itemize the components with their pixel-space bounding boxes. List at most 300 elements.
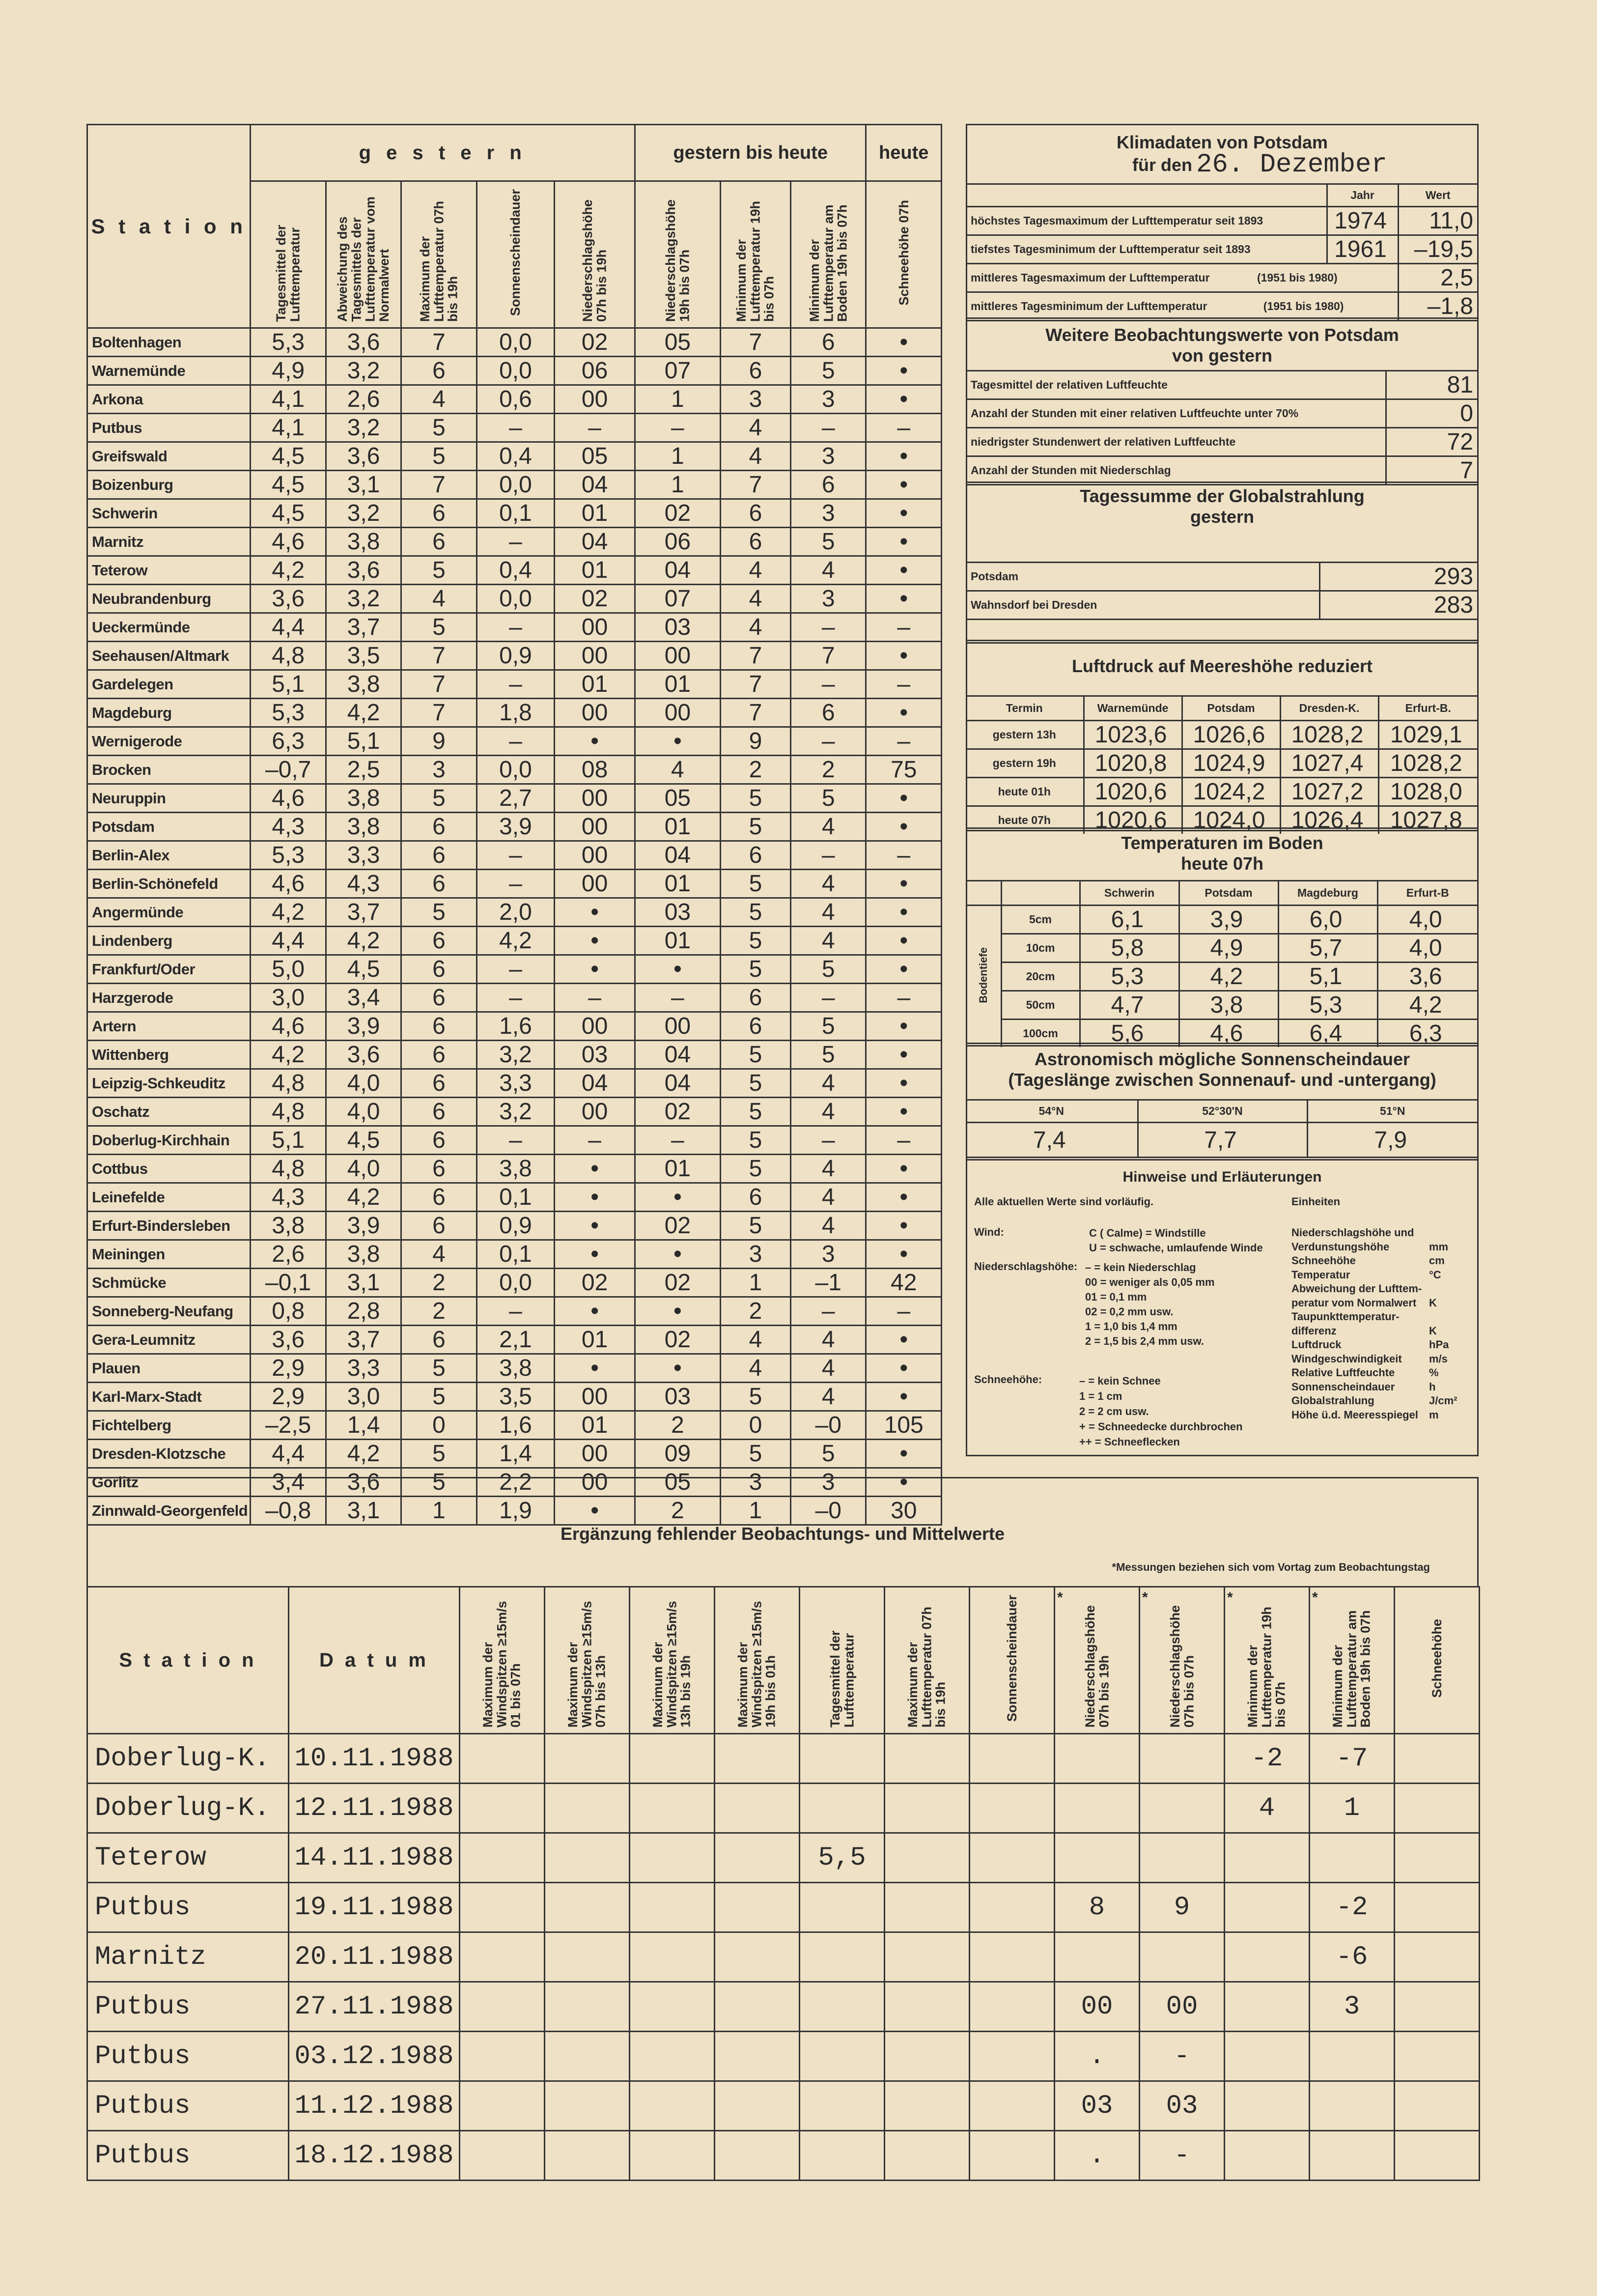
- table-cell: 9: [1140, 1883, 1225, 1932]
- weitere-value: 0: [1386, 399, 1477, 428]
- station-name: Putbus: [87, 1982, 289, 2032]
- table-cell: •: [866, 1440, 942, 1468]
- sonnenscheindauer-panel: [966, 1043, 1479, 1161]
- table-cell: 2,5: [326, 756, 401, 784]
- station-name: Doberlug-K.: [87, 1734, 289, 1784]
- station-name: Marnitz: [87, 1932, 289, 1982]
- table-cell: 6: [720, 1012, 790, 1041]
- table-cell: –: [555, 984, 635, 1012]
- station-name: Schmücke: [87, 1269, 251, 1297]
- klima-row-jahr: 1974: [1327, 207, 1398, 235]
- table-cell: 01: [555, 499, 635, 528]
- depth-label: 5cm: [1001, 906, 1080, 934]
- table-row: [87, 1982, 1480, 2032]
- table-row: [966, 963, 1477, 991]
- table-row: [87, 841, 942, 870]
- table-cell: 3: [791, 442, 866, 471]
- unit-symbol: mm: [1429, 1240, 1449, 1253]
- table-row: [87, 414, 942, 442]
- table-cell: •: [866, 357, 942, 385]
- table-cell: [1310, 2131, 1395, 2181]
- table-cell: 6,3: [251, 727, 326, 756]
- table-cell: 06: [635, 528, 720, 556]
- unit-quantity: Abweichung der Lufttem-: [1291, 1282, 1422, 1295]
- table-cell: 0,4: [476, 442, 555, 471]
- table-row: [87, 556, 942, 585]
- table-cell: •: [635, 955, 720, 984]
- table-cell: [1395, 1734, 1480, 1784]
- station-name: Magdeburg: [87, 699, 251, 727]
- unit-symbol: m: [1429, 1408, 1439, 1421]
- table-cell: 5: [720, 955, 790, 984]
- table-cell: 5: [720, 1212, 790, 1240]
- global-value: 283: [1319, 591, 1477, 620]
- table-cell: 6: [401, 1212, 476, 1240]
- table-cell: 4,2: [326, 1183, 401, 1212]
- weitere-value: 72: [1386, 428, 1477, 456]
- station-name: Putbus: [87, 2032, 289, 2081]
- table-cell: 6: [791, 699, 866, 727]
- column-header-text: Schneehöhe: [1429, 1619, 1444, 1698]
- table-cell: •: [866, 1012, 942, 1041]
- table-row: [87, 471, 942, 499]
- table-cell: –: [635, 1126, 720, 1155]
- table-cell: 4: [720, 442, 790, 471]
- table-cell: 2: [635, 1411, 720, 1440]
- table-cell: 5: [791, 1041, 866, 1069]
- table-cell: 6: [401, 1069, 476, 1098]
- unit-line: [1291, 1352, 1473, 1366]
- table-cell: 5: [720, 1155, 790, 1183]
- luftdruck-value: 1028,2: [1378, 749, 1477, 778]
- table-cell: 3,8: [251, 1212, 326, 1240]
- column-header: [401, 181, 476, 328]
- table-cell: •: [866, 556, 942, 585]
- luftdruck-value: 1026,4: [1280, 806, 1378, 834]
- table-cell: 1: [401, 1497, 476, 1525]
- hinweise-intro: Alle aktuellen Werte sind vorläufig.: [974, 1195, 1154, 1208]
- column-header: [1395, 1587, 1480, 1734]
- station-name: Gardelegen: [87, 670, 251, 699]
- ergaenzung-datum-header: D a t u m: [289, 1587, 460, 1734]
- unit-symbol: %: [1429, 1366, 1439, 1379]
- bodentemperatur-panel: [966, 827, 1479, 1047]
- table-cell: 01: [635, 813, 720, 841]
- group-header-gestern-bis-heute: gestern bis heute: [635, 125, 866, 181]
- nied-list: [1085, 1260, 1215, 1349]
- weitere-value: 7: [1386, 456, 1477, 484]
- luftdruck-value: 1020,6: [1084, 778, 1182, 806]
- col-jahr: Jahr: [1327, 184, 1398, 207]
- unit-quantity: Verdunstungshöhe: [1291, 1240, 1390, 1253]
- table-row: [87, 385, 942, 414]
- table-cell: 03: [635, 613, 720, 642]
- table-row: [87, 1833, 1480, 1883]
- table-cell: 02: [555, 328, 635, 357]
- table-cell: 3,2: [326, 585, 401, 613]
- table-cell: –: [476, 841, 555, 870]
- table-cell: [630, 2081, 715, 2131]
- station-name: Leinefelde: [87, 1183, 251, 1212]
- table-cell: 4,8: [251, 1098, 326, 1126]
- table-cell: 42: [866, 1269, 942, 1297]
- table-cell: –: [555, 414, 635, 442]
- table-cell: 6: [401, 1098, 476, 1126]
- table-cell: 1: [1310, 1784, 1395, 1833]
- luftdruck-head-station: Warnemünde: [1084, 696, 1182, 721]
- table-cell: –: [866, 670, 942, 699]
- table-cell: 6: [401, 499, 476, 528]
- hinweise-schnee-label: Schneehöhe:: [974, 1373, 1042, 1386]
- station-name: Oschatz: [87, 1098, 251, 1126]
- table-cell: –: [791, 1126, 866, 1155]
- table-cell: 04: [635, 1069, 720, 1098]
- table-cell: 1: [635, 471, 720, 499]
- table-cell: [1395, 1833, 1480, 1883]
- table-cell: 5,1: [251, 670, 326, 699]
- hinweise-nied-label: Niederschlagshöhe:: [974, 1260, 1078, 1273]
- unit-line: [1291, 1366, 1473, 1380]
- boden-value: 3,9: [1179, 906, 1278, 934]
- table-row: [87, 756, 942, 784]
- astro-value: 7,9: [1307, 1123, 1477, 1157]
- column-header: [1140, 1587, 1225, 1734]
- table-cell: [1310, 2081, 1395, 2131]
- table-cell: 0,0: [476, 585, 555, 613]
- station-name: Putbus: [87, 2131, 289, 2181]
- table-cell: [970, 1734, 1055, 1784]
- table-cell: [885, 1833, 970, 1883]
- weitere-panel: [966, 317, 1479, 485]
- station-name: Boltenhagen: [87, 328, 251, 357]
- table-cell: 00: [635, 1012, 720, 1041]
- termin-label: heute 01h: [966, 778, 1084, 806]
- units-list: [1291, 1226, 1473, 1422]
- legend-line: 1 = 1,0 bis 1,4 mm: [1085, 1320, 1177, 1332]
- table-cell: 2: [720, 1297, 790, 1326]
- ergaenzung-note: *Messungen beziehen sich vom Vortag zum Beobachtungstag: [1112, 1561, 1430, 1573]
- table-cell: 00: [555, 699, 635, 727]
- table-cell: 3,5: [326, 642, 401, 670]
- weitere-table: [966, 370, 1477, 484]
- boden-value: 4,9: [1179, 934, 1278, 963]
- table-cell: .: [1055, 2032, 1140, 2081]
- klima-row-label-text: mittleres Tagesmaximum der Lufttemperatur: [971, 271, 1210, 284]
- unit-line: [1291, 1324, 1473, 1338]
- column-header-text: Tagesmittel der Lufttemperatur: [274, 224, 303, 322]
- table-cell: 7: [720, 328, 790, 357]
- table-cell: 3,3: [326, 1354, 401, 1383]
- table-cell: 03: [635, 1383, 720, 1411]
- boden-value: 4,2: [1377, 991, 1477, 1020]
- station-name: Erfurt-Bindersleben: [87, 1212, 251, 1240]
- termin-label: heute 07h: [966, 806, 1084, 834]
- table-cell: 4: [791, 1212, 866, 1240]
- table-row: [87, 727, 942, 756]
- table-cell: 2,6: [326, 385, 401, 414]
- table-cell: 4: [791, 927, 866, 955]
- table-cell: 06: [555, 357, 635, 385]
- table-cell: •: [635, 1354, 720, 1383]
- unit-quantity: Relative Luftfeuchte: [1291, 1366, 1395, 1379]
- table-cell: [630, 1883, 715, 1932]
- table-cell: 01: [555, 1411, 635, 1440]
- table-cell: 3: [720, 1468, 790, 1497]
- asterisk-mark: *: [1057, 1589, 1063, 1606]
- table-cell: 7: [720, 642, 790, 670]
- column-header: [555, 181, 635, 328]
- station-name: Angermünde: [87, 898, 251, 927]
- boden-value: 6,4: [1278, 1020, 1377, 1048]
- table-cell: 6: [720, 357, 790, 385]
- station-name: Ueckermünde: [87, 613, 251, 642]
- table-cell: 3,6: [326, 442, 401, 471]
- table-cell: –: [635, 984, 720, 1012]
- luftdruck-head-station: Erfurt-B.: [1378, 696, 1477, 721]
- ergaenzung-station-header: S t a t i o n: [87, 1587, 289, 1734]
- table-cell: 0,0: [476, 471, 555, 499]
- klimadaten-title: Klimadaten von Potsdam: [1116, 132, 1328, 152]
- date-cell: 27.11.1988: [289, 1982, 460, 2032]
- klima-row-label-text: mittleres Tagesminimum der Lufttemperatur: [971, 300, 1207, 312]
- table-cell: 2,9: [251, 1383, 326, 1411]
- table-cell: 3,6: [326, 328, 401, 357]
- table-cell: 4: [635, 756, 720, 784]
- boden-value: 5,8: [1080, 934, 1179, 963]
- luftdruck-value: 1026,6: [1182, 721, 1280, 749]
- table-cell: [545, 2081, 630, 2131]
- table-cell: 5,1: [326, 727, 401, 756]
- table-cell: 5,3: [251, 841, 326, 870]
- weitere-label: Anzahl der Stunden mit einer relativen Luftfeuchte unter 70%: [966, 399, 1386, 428]
- table-cell: 00: [1055, 1982, 1140, 2032]
- table-cell: –: [476, 984, 555, 1012]
- table-cell: 1,6: [476, 1012, 555, 1041]
- table-row: [966, 721, 1477, 749]
- table-cell: 9: [401, 727, 476, 756]
- station-name: Görlitz: [87, 1468, 251, 1497]
- table-cell: [1140, 1833, 1225, 1883]
- table-cell: [715, 1982, 800, 2032]
- table-cell: [800, 1784, 885, 1833]
- table-cell: [545, 1784, 630, 1833]
- table-cell: [545, 2032, 630, 2081]
- astro-head-lat: 52°30'N: [1138, 1100, 1307, 1123]
- klima-row-label: tiefstes Tagesminimum der Lufttemperatur seit 1893: [966, 235, 1327, 264]
- table-cell: [715, 1932, 800, 1982]
- table-cell: 3,0: [326, 1383, 401, 1411]
- table-cell: 3,8: [326, 528, 401, 556]
- unit-symbol: K: [1429, 1324, 1437, 1337]
- table-cell: 00: [1140, 1982, 1225, 2032]
- luftdruck-value: 1027,8: [1378, 806, 1477, 834]
- unit-quantity: peratur vom Normalwert: [1291, 1296, 1417, 1309]
- table-cell: •: [866, 1041, 942, 1069]
- station-name: Wernigerode: [87, 727, 251, 756]
- table-cell: [800, 2081, 885, 2131]
- luftdruck-value: 1027,2: [1280, 778, 1378, 806]
- table-cell: [545, 2131, 630, 2181]
- luftdruck-value: 1020,8: [1084, 749, 1182, 778]
- column-header-text: Minimum der Lufttemperatur 19h bis 07h: [1245, 1606, 1289, 1728]
- table-cell: 00: [555, 784, 635, 813]
- klima-row-period: (1951 bis 1980): [1257, 271, 1338, 284]
- table-cell: 0,1: [476, 1240, 555, 1269]
- table-cell: 08: [555, 756, 635, 784]
- table-cell: [630, 1833, 715, 1883]
- table-cell: [800, 2131, 885, 2181]
- table-cell: 03: [635, 898, 720, 927]
- table-cell: 05: [635, 1468, 720, 1497]
- table-cell: 3,6: [251, 1326, 326, 1354]
- table-cell: •: [866, 499, 942, 528]
- asterisk-mark: *: [1227, 1589, 1233, 1606]
- table-cell: 2,2: [476, 1468, 555, 1497]
- table-cell: 0,0: [476, 1269, 555, 1297]
- table-cell: 3,8: [326, 813, 401, 841]
- column-header: [460, 1587, 545, 1734]
- table-row: [87, 1932, 1480, 1982]
- table-cell: [1140, 1932, 1225, 1982]
- table-cell: 3,6: [326, 1041, 401, 1069]
- station-name: Putbus: [87, 1883, 289, 1932]
- luftdruck-value: 1024,9: [1182, 749, 1280, 778]
- table-cell: 3,2: [326, 414, 401, 442]
- unit-symbol: °C: [1429, 1268, 1441, 1281]
- table-cell: –0,1: [251, 1269, 326, 1297]
- column-header-text: Minimum der Lufttemperatur am Boden 19h bis 07h: [807, 204, 850, 322]
- station-name: Greifswald: [87, 442, 251, 471]
- station-name: Neubrandenburg: [87, 585, 251, 613]
- table-row: [87, 1155, 942, 1183]
- table-cell: [1310, 2032, 1395, 2081]
- table-cell: 4: [720, 1354, 790, 1383]
- group-header-gestern: g e s t e r n: [251, 125, 635, 181]
- table-cell: 0,9: [476, 642, 555, 670]
- table-cell: [1395, 2081, 1480, 2131]
- klimadaten-date: 26. Dezember: [1196, 150, 1387, 180]
- table-cell: –: [476, 1126, 555, 1155]
- table-cell: 0,6: [476, 385, 555, 414]
- table-cell: 2: [401, 1269, 476, 1297]
- table-cell: 2,1: [476, 1326, 555, 1354]
- table-cell: –: [476, 613, 555, 642]
- table-cell: 3: [720, 385, 790, 414]
- table-cell: [545, 1982, 630, 2032]
- legend-line: 2 = 1,5 bis 2,4 mm usw.: [1085, 1335, 1204, 1347]
- table-cell: 4,5: [251, 442, 326, 471]
- table-cell: •: [866, 1383, 942, 1411]
- station-name: Artern: [87, 1012, 251, 1041]
- table-cell: 2,9: [251, 1354, 326, 1383]
- table-row: [87, 2131, 1480, 2181]
- table-cell: [970, 1982, 1055, 2032]
- bodentiefe-text: Bodentiefe: [977, 947, 989, 1003]
- table-cell: 7: [401, 699, 476, 727]
- table-cell: [460, 1932, 545, 1982]
- column-header: [715, 1587, 800, 1734]
- legend-line: – = kein Schnee: [1079, 1375, 1161, 1387]
- table-cell: 0,9: [476, 1212, 555, 1240]
- table-cell: [885, 1734, 970, 1784]
- unit-quantity: Niederschlagshöhe und: [1291, 1226, 1414, 1239]
- astro-value: 7,4: [966, 1123, 1138, 1157]
- table-cell: 6: [791, 328, 866, 357]
- table-cell: [1395, 1784, 1480, 1833]
- table-cell: •: [866, 870, 942, 898]
- klima-row-period: (1951 bis 1980): [1263, 300, 1344, 312]
- table-cell: 7: [720, 699, 790, 727]
- table-row: [87, 2081, 1480, 2131]
- table-cell: 4: [1225, 1784, 1310, 1833]
- unit-quantity: Schneehöhe: [1291, 1254, 1356, 1267]
- table-cell: •: [866, 784, 942, 813]
- table-cell: 4: [720, 613, 790, 642]
- station-name: Marnitz: [87, 528, 251, 556]
- luftdruck-value: 1023,6: [1084, 721, 1182, 749]
- table-row: [966, 749, 1477, 778]
- table-cell: [460, 1833, 545, 1883]
- boden-value: 6,3: [1377, 1020, 1477, 1048]
- table-cell: 4: [791, 1069, 866, 1098]
- column-header: [251, 181, 326, 328]
- table-cell: 3,8: [326, 784, 401, 813]
- table-cell: 6: [401, 870, 476, 898]
- table-cell: 3,8: [476, 1354, 555, 1383]
- table-cell: 75: [866, 756, 942, 784]
- table-cell: 01: [635, 1155, 720, 1183]
- table-cell: [1395, 1932, 1480, 1982]
- table-cell: 0,1: [476, 499, 555, 528]
- table-cell: 2,6: [251, 1240, 326, 1269]
- table-cell: •: [555, 927, 635, 955]
- legend-line: 1 = 1 cm: [1079, 1390, 1122, 1402]
- boden-head-station: Schwerin: [1080, 881, 1179, 906]
- table-cell: –: [476, 528, 555, 556]
- table-cell: 4,2: [326, 699, 401, 727]
- table-row: [966, 991, 1477, 1020]
- weitere-label: Tagesmittel der relativen Luftfeuchte: [966, 371, 1386, 399]
- table-row: [87, 528, 942, 556]
- table-cell: 03: [1055, 2081, 1140, 2131]
- table-cell: •: [555, 1497, 635, 1525]
- table-row: [87, 699, 942, 727]
- table-cell: •: [866, 813, 942, 841]
- legend-line: 01 = 0,1 mm: [1085, 1291, 1147, 1303]
- column-header-text: Minimum der Lufttemperatur 19h bis 07h: [734, 200, 777, 322]
- table-row: [87, 1411, 942, 1440]
- table-row: [87, 870, 942, 898]
- table-cell: [1395, 2131, 1480, 2181]
- weitere-subtitle: von gestern: [1172, 345, 1273, 366]
- table-cell: [460, 2081, 545, 2131]
- unit-symbol: K: [1429, 1296, 1437, 1309]
- bodentemperatur-title: Temperaturen im Boden: [1121, 833, 1323, 853]
- table-cell: 3,4: [251, 1468, 326, 1497]
- boden-value: 6,0: [1278, 906, 1377, 934]
- date-cell: 14.11.1988: [289, 1833, 460, 1883]
- table-cell: 6: [401, 1012, 476, 1041]
- weitere-value: 81: [1386, 371, 1477, 399]
- table-cell: 4,2: [251, 1041, 326, 1069]
- table-cell: 4,8: [251, 1069, 326, 1098]
- table-row: [87, 1098, 942, 1126]
- table-cell: 3,2: [326, 499, 401, 528]
- table-cell: 6: [401, 357, 476, 385]
- table-cell: •: [866, 328, 942, 357]
- station-name: Boizenburg: [87, 471, 251, 499]
- depth-label: 50cm: [1001, 991, 1080, 1020]
